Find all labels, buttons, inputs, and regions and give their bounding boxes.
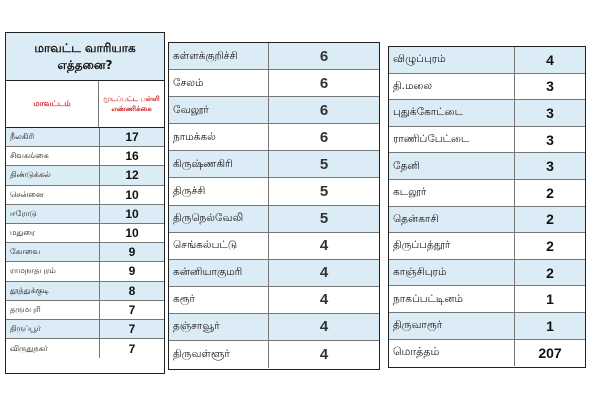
table-row — [389, 47, 585, 74]
district-name: கரூர் — [173, 293, 196, 306]
closed-school-count: 12 — [99, 166, 164, 184]
district-name: சேலம் — [173, 76, 204, 89]
district-table-2 — [168, 42, 380, 370]
table-row — [169, 43, 379, 70]
closed-school-count: 9 — [99, 262, 164, 280]
closed-school-count: 3 — [514, 74, 585, 100]
table-row — [6, 301, 164, 320]
table-row — [6, 243, 164, 262]
closed-school-count: 3 — [514, 100, 585, 126]
district-name: கோவை — [10, 247, 41, 257]
closed-school-count: 4 — [268, 341, 379, 368]
closed-school-count: 2 — [514, 260, 585, 286]
table-row — [169, 124, 379, 151]
closed-school-count: 8 — [99, 282, 164, 300]
district-name: கன்னியாகுமரி — [173, 266, 243, 279]
column-header-district: மாவட்டம் — [33, 99, 71, 108]
table-row — [389, 286, 585, 313]
district-name: செங்கல்பட்டு — [173, 239, 238, 252]
district-name: ராமநாதபுரம் — [10, 266, 56, 276]
table-row — [169, 97, 379, 124]
table-row — [389, 233, 585, 260]
district-name: ராணிப்பேட்டை — [393, 133, 470, 146]
closed-school-count: 10 — [99, 224, 164, 242]
closed-school-count: 1 — [514, 286, 585, 312]
table-row — [6, 262, 164, 281]
closed-school-count: 2 — [514, 180, 585, 206]
table-row — [6, 128, 164, 147]
closed-school-count: 17 — [99, 128, 164, 146]
closed-school-count: 4 — [268, 233, 379, 259]
table-row — [6, 147, 164, 166]
district-table-3 — [388, 46, 586, 368]
district-name: வேலூர் — [173, 103, 209, 116]
district-name: தருமபுரி — [10, 304, 41, 314]
district-name: திருப்பூர் — [10, 323, 41, 333]
closed-school-count: 9 — [99, 243, 164, 261]
district-name: திருப்பத்தூர் — [393, 239, 451, 252]
table-row — [169, 70, 379, 97]
district-name: தென்காசி — [393, 212, 439, 225]
district-name: ஈரோடு — [10, 208, 37, 218]
closed-school-count: 1 — [514, 313, 585, 339]
table-row — [169, 178, 379, 205]
closed-school-count: 16 — [99, 147, 164, 165]
district-name: நாமக்கல் — [173, 130, 216, 143]
district-table-1 — [5, 32, 165, 374]
table-row — [169, 314, 379, 341]
closed-school-count: 2 — [514, 233, 585, 259]
closed-school-count: 7 — [99, 320, 164, 338]
table-row — [169, 151, 379, 178]
district-name: நாகப்பட்டினம் — [393, 292, 463, 305]
table-3-rows — [389, 47, 585, 366]
district-name: கிருஷ்ணகிரி — [173, 157, 233, 170]
total-row — [389, 340, 585, 367]
table-row — [6, 320, 164, 339]
closed-school-count: 10 — [99, 205, 164, 223]
table-row — [389, 74, 585, 101]
table-row — [389, 127, 585, 154]
district-name: தூத்துக்குடி — [10, 285, 50, 295]
district-name: மதுரை — [10, 228, 36, 238]
closed-school-count: 7 — [99, 339, 164, 358]
table-2-rows — [169, 43, 379, 368]
closed-school-count: 4 — [514, 47, 585, 73]
district-name: விழுப்புரம் — [393, 53, 446, 66]
table-row — [389, 313, 585, 340]
closed-school-count: 5 — [268, 206, 379, 232]
total-value: 207 — [514, 340, 585, 367]
table-row — [169, 287, 379, 314]
district-name: திருவள்ளூர் — [173, 348, 230, 361]
table-row — [389, 207, 585, 234]
district-name: சென்னை — [10, 189, 44, 199]
closed-school-count: 7 — [99, 301, 164, 319]
table-row — [389, 180, 585, 207]
district-name: திருச்சி — [173, 185, 206, 198]
closed-school-count: 5 — [268, 178, 379, 204]
district-name: கடலூர் — [393, 186, 427, 199]
table-row — [6, 282, 164, 301]
table-row — [169, 233, 379, 260]
column-header-count: மூடப்பட்ட பள்ளி எண்ணிக்கை — [98, 81, 164, 127]
district-name: காஞ்சிபுரம் — [393, 266, 447, 279]
district-name: கள்ளக்குறிச்சி — [173, 49, 238, 62]
total-label: மொத்தம் — [393, 345, 440, 359]
table-row — [6, 339, 164, 358]
closed-school-count: 10 — [99, 186, 164, 204]
table-row — [389, 260, 585, 287]
closed-school-count: 6 — [268, 70, 379, 96]
closed-school-count: 4 — [268, 314, 379, 340]
table-1-rows — [6, 128, 164, 358]
district-name: விருதுநகர் — [10, 343, 48, 353]
district-name: புதுக்கோட்டை — [393, 106, 463, 119]
table-header — [6, 81, 164, 128]
district-name: திருநெல்வேலி — [173, 212, 244, 225]
closed-school-count: 2 — [514, 207, 585, 233]
closed-school-count: 4 — [268, 287, 379, 313]
district-name: திண்டுக்கல் — [10, 170, 51, 180]
closed-school-count: 3 — [514, 127, 585, 153]
table-row — [389, 153, 585, 180]
table-row — [389, 100, 585, 127]
closed-school-count: 6 — [268, 97, 379, 123]
district-name: தி.மலை — [393, 79, 433, 92]
district-name: சிவகங்கை — [10, 151, 49, 161]
table-row — [6, 166, 164, 185]
district-name: நீலகிரி — [10, 132, 35, 142]
district-name: தஞ்சாவூர் — [173, 320, 220, 333]
table-row — [169, 206, 379, 233]
closed-school-count: 3 — [514, 153, 585, 179]
district-name: திருவாரூர் — [393, 319, 443, 332]
closed-school-count: 6 — [268, 124, 379, 150]
closed-school-count: 4 — [268, 260, 379, 286]
table-row — [6, 224, 164, 243]
table-row — [169, 260, 379, 287]
table-row — [169, 341, 379, 368]
table-row — [6, 186, 164, 205]
table-row — [6, 205, 164, 224]
table-title: மாவட்ட வாரியாக எத்தனை? — [6, 33, 164, 81]
closed-school-count: 6 — [268, 43, 379, 69]
closed-school-count: 5 — [268, 151, 379, 177]
district-name: தேனி — [393, 159, 420, 172]
